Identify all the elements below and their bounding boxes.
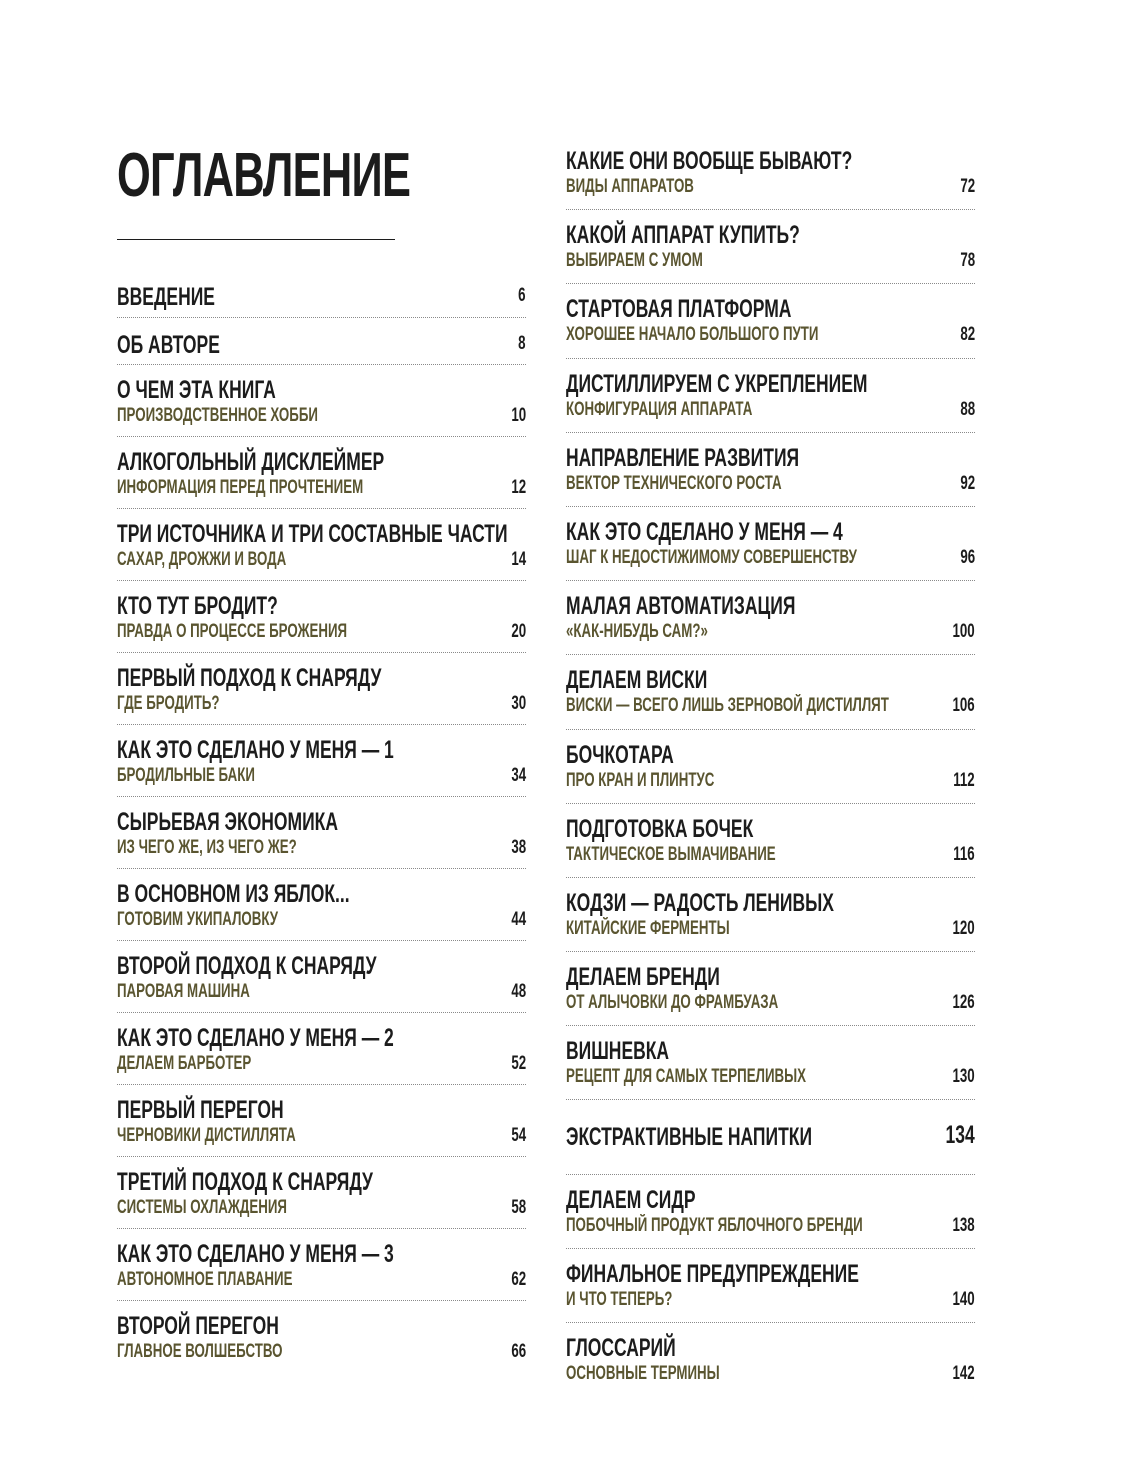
toc-entry[interactable]	[117, 941, 526, 1013]
toc-entry-subtitle: ОТ АЛЫЧОВКИ ДО ФРАМБУАЗА	[566, 992, 779, 1014]
toc-entry-page: 34	[511, 765, 526, 786]
toc-entry[interactable]	[117, 1229, 526, 1301]
toc-entry[interactable]	[566, 581, 975, 655]
toc-entry-subtitle: ПОБОЧНЫЙ ПРОДУКТ ЯБЛОЧНОГО БРЕНДИ	[566, 1214, 863, 1236]
toc-entry-page: 20	[511, 621, 526, 642]
toc-entry-subtitle: ИНФОРМАЦИЯ ПЕРЕД ПРОЧТЕНИЕМ	[117, 477, 364, 498]
toc-entry-page: 140	[952, 1288, 975, 1310]
toc-entry-subtitle: ЧЕРНОВИКИ ДИСТИЛЛЯТА	[117, 1125, 296, 1146]
toc-entry-page: 12	[511, 477, 526, 498]
toc-entry[interactable]	[117, 797, 526, 869]
toc-entry-subtitle: КИТАЙСКИЕ ФЕРМЕНТЫ	[566, 917, 730, 939]
toc-entry-page: 88	[960, 398, 975, 420]
toc-entry-subtitle: АВТОНОМНОЕ ПЛАВАНИЕ	[117, 1269, 293, 1290]
toc-entry[interactable]	[117, 653, 526, 725]
toc-entry-title: ВТОРОЙ ПОДХОД К СНАРЯДУ	[117, 952, 377, 980]
toc-entry[interactable]	[566, 210, 975, 284]
toc-entry-page: 38	[511, 837, 526, 858]
toc-entry-title: КАКОЙ АППАРАТ КУПИТЬ?	[566, 221, 800, 250]
toc-entry-subtitle: ПРО КРАН И ПЛИНТУС	[566, 769, 715, 791]
toc-entry-subtitle: ТАКТИЧЕСКОЕ ВЫМАЧИВАНИЕ	[566, 843, 776, 865]
toc-entry-page: 6	[518, 285, 526, 306]
toc-entry-page: 66	[511, 1341, 526, 1362]
toc-entry-page: 134	[945, 1121, 975, 1150]
toc-entry-title: КАКИЕ ОНИ ВООБЩЕ БЫВАЮТ?	[566, 147, 853, 175]
toc-entry-title: ТРИ ИСТОЧНИКА И ТРИ СОСТАВНЫЕ ЧАСТИ	[117, 520, 508, 548]
toc-entry-page: 130	[952, 1066, 975, 1088]
toc-entry-title: БОЧКОТАРА	[566, 740, 674, 769]
toc-entry[interactable]	[117, 365, 526, 437]
toc-entry-title: ДЕЛАЕМ БРЕНДИ	[566, 963, 720, 992]
toc-entry-title: ПЕРВЫЙ ПЕРЕГОН	[117, 1096, 284, 1124]
toc-entry-title: КОДЗИ — РАДОСТЬ ЛЕНИВЫХ	[566, 888, 834, 917]
toc-entry[interactable]	[117, 509, 526, 581]
toc-entry[interactable]	[117, 270, 526, 318]
toc-entry-page: 92	[960, 472, 975, 494]
toc-entry-subtitle: ВЕКТОР ТЕХНИЧЕСКОГО РОСТА	[566, 472, 782, 494]
toc-entry-subtitle: ШАГ К НЕДОСТИЖИМОМУ СОВЕРШЕНСТВУ	[566, 546, 857, 568]
toc-entry-page: 120	[952, 917, 975, 939]
toc-entry-subtitle: ГДЕ БРОДИТЬ?	[117, 693, 220, 714]
toc-entry-page: 112	[953, 769, 975, 791]
toc-entry[interactable]	[566, 1026, 975, 1100]
toc-entry[interactable]	[117, 318, 526, 366]
toc-entry-title: ВИШНЕВКА	[566, 1037, 670, 1066]
toc-entry[interactable]	[117, 1013, 526, 1085]
toc-entry[interactable]	[566, 507, 975, 581]
toc-entry-page: 106	[952, 695, 975, 717]
toc-entry[interactable]	[566, 952, 975, 1026]
toc-entry-page: 62	[511, 1269, 526, 1290]
toc-entry-page: 82	[960, 324, 975, 346]
toc-entry-page: 138	[952, 1214, 975, 1236]
toc-entry-subtitle: ДЕЛАЕМ БАРБОТЕР	[117, 1053, 252, 1074]
toc-entry-subtitle: КОНФИГУРАЦИЯ АППАРАТА	[566, 398, 753, 420]
toc-entry[interactable]	[566, 1249, 975, 1323]
toc-entry[interactable]	[566, 136, 975, 210]
toc-entry-subtitle: ОСНОВНЫЕ ТЕРМИНЫ	[566, 1363, 720, 1384]
toc-entry[interactable]	[566, 1175, 975, 1249]
toc-entry-title: КАК ЭТО СДЕЛАНО У МЕНЯ — 4	[566, 517, 843, 546]
toc-entry[interactable]	[117, 1157, 526, 1229]
toc-entry-subtitle: СИСТЕМЫ ОХЛАЖДЕНИЯ	[117, 1197, 287, 1218]
toc-entry-page: 54	[511, 1125, 526, 1146]
toc-entry-subtitle: ВИСКИ — ВСЕГО ЛИШЬ ЗЕРНОВОЙ ДИСТИЛЛЯТ	[566, 695, 889, 717]
toc-entry-subtitle: РЕЦЕПТ ДЛЯ САМЫХ ТЕРПЕЛИВЫХ	[566, 1066, 807, 1088]
toc-entry-title: СЫРЬЕВАЯ ЭКОНОМИКА	[117, 808, 339, 836]
toc-entry-subtitle: ВЫБИРАЕМ С УМОМ	[566, 250, 703, 272]
toc-entry-page: 48	[511, 981, 526, 1002]
toc-entry-subtitle: ИЗ ЧЕГО ЖЕ, ИЗ ЧЕГО ЖЕ?	[117, 837, 297, 858]
toc-entry-title: ПОДГОТОВКА БОЧЕК	[566, 814, 754, 843]
toc-entry-title: ДЕЛАЕМ ВИСКИ	[566, 666, 708, 695]
toc-entry-title: О ЧЕМ ЭТА КНИГА	[117, 376, 276, 404]
toc-entry[interactable]	[566, 1323, 975, 1397]
toc-entry-title: ДИСТИЛЛИРУЕМ С УКРЕПЛЕНИЕМ	[566, 369, 868, 398]
toc-entry-title: ОБ АВТОРЕ	[117, 330, 220, 359]
toc-entry-subtitle: «КАК-НИБУДЬ САМ?»	[566, 621, 708, 643]
toc-entry-title: КАК ЭТО СДЕЛАНО У МЕНЯ — 3	[117, 1240, 394, 1268]
toc-entry-page: 116	[953, 843, 975, 865]
toc-entry-page: 96	[960, 546, 975, 568]
toc-entry-title: СТАРТОВАЯ ПЛАТФОРМА	[566, 295, 792, 324]
toc-entry-subtitle: ПРОИЗВОДСТВЕННОЕ ХОББИ	[117, 405, 318, 426]
toc-entry-page: 72	[960, 176, 975, 197]
toc-entry-subtitle: БРОДИЛЬНЫЕ БАКИ	[117, 765, 255, 786]
toc-entry[interactable]	[566, 433, 975, 507]
toc-entry[interactable]	[566, 1100, 975, 1174]
toc-column-left	[117, 270, 526, 1373]
toc-entry-page: 8	[518, 332, 526, 354]
toc-entry-page: 30	[511, 693, 526, 714]
toc-entry-subtitle: ПРАВДА О ПРОЦЕССЕ БРОЖЕНИЯ	[117, 621, 348, 642]
toc-entry-title: В ОСНОВНОМ ИЗ ЯБЛОК...	[117, 880, 350, 908]
page-title: ОГЛАВЛЕНИЕ	[117, 141, 411, 210]
toc-entry-title: КАК ЭТО СДЕЛАНО У МЕНЯ — 1	[117, 736, 394, 764]
toc-entry[interactable]	[566, 878, 975, 952]
toc-entry-title: АЛКОГОЛЬНЫЙ ДИСКЛЕЙМЕР	[117, 448, 385, 476]
toc-entry-title: ФИНАЛЬНОЕ ПРЕДУПРЕЖДЕНИЕ	[566, 1259, 859, 1288]
toc-entry[interactable]	[117, 1085, 526, 1157]
toc-entry-page: 52	[511, 1053, 526, 1074]
toc-entry[interactable]	[117, 437, 526, 509]
toc-entry-subtitle: ГЛАВНОЕ ВОЛШЕБСТВО	[117, 1341, 283, 1362]
toc-entry-title: ПЕРВЫЙ ПОДХОД К СНАРЯДУ	[117, 664, 382, 692]
toc-entry-title: НАПРАВЛЕНИЕ РАЗВИТИЯ	[566, 443, 800, 472]
toc-entry-title: МАЛАЯ АВТОМАТИЗАЦИЯ	[566, 592, 796, 621]
toc-entry[interactable]	[566, 655, 975, 729]
toc-entry-page: 44	[511, 909, 526, 930]
toc-entry-subtitle: ГОТОВИМ УКИПАЛОВКУ	[117, 909, 279, 930]
toc-entry[interactable]	[566, 359, 975, 433]
toc-entry-title: ТРЕТИЙ ПОДХОД К СНАРЯДУ	[117, 1168, 373, 1196]
toc-entry[interactable]	[117, 725, 526, 797]
toc-entry-page: 126	[952, 992, 975, 1014]
toc-entry-title: ВТОРОЙ ПЕРЕГОН	[117, 1312, 279, 1340]
toc-entry-subtitle: ВИДЫ АППАРАТОВ	[566, 176, 694, 197]
toc-entry[interactable]	[566, 804, 975, 878]
toc-entry-title: ДЕЛАЕМ СИДР	[566, 1185, 696, 1214]
toc-entry-subtitle: ПАРОВАЯ МАШИНА	[117, 981, 250, 1002]
toc-entry-page: 142	[952, 1363, 975, 1384]
toc-entry-subtitle: ХОРОШЕЕ НАЧАЛО БОЛЬШОГО ПУТИ	[566, 324, 819, 346]
toc-entry-page: 58	[511, 1197, 526, 1218]
toc-entry[interactable]	[117, 581, 526, 653]
toc-entry-page: 78	[960, 250, 975, 272]
toc-entry-title: ЭКСТРАКТИВНЫЕ НАПИТКИ	[566, 1123, 813, 1152]
toc-entry-subtitle: И ЧТО ТЕПЕРЬ?	[566, 1288, 673, 1310]
toc-entry-title: КАК ЭТО СДЕЛАНО У МЕНЯ — 2	[117, 1024, 394, 1052]
toc-entry-subtitle: САХАР, ДРОЖЖИ И ВОДА	[117, 549, 287, 570]
toc-column-right	[566, 136, 975, 1397]
toc-entry-page: 100	[952, 621, 975, 643]
toc-entry[interactable]	[117, 869, 526, 941]
toc-entry[interactable]	[566, 284, 975, 358]
toc-entry-page: 10	[511, 405, 526, 426]
toc-entry-title: КТО ТУТ БРОДИТ?	[117, 592, 278, 620]
title-underline	[117, 239, 395, 240]
toc-entry[interactable]	[117, 1301, 526, 1373]
toc-entry-title: ГЛОССАРИЙ	[566, 1334, 676, 1362]
toc-entry-title: ВВЕДЕНИЕ	[117, 283, 215, 311]
toc-entry[interactable]	[566, 730, 975, 804]
toc-entry-page: 14	[511, 549, 526, 570]
